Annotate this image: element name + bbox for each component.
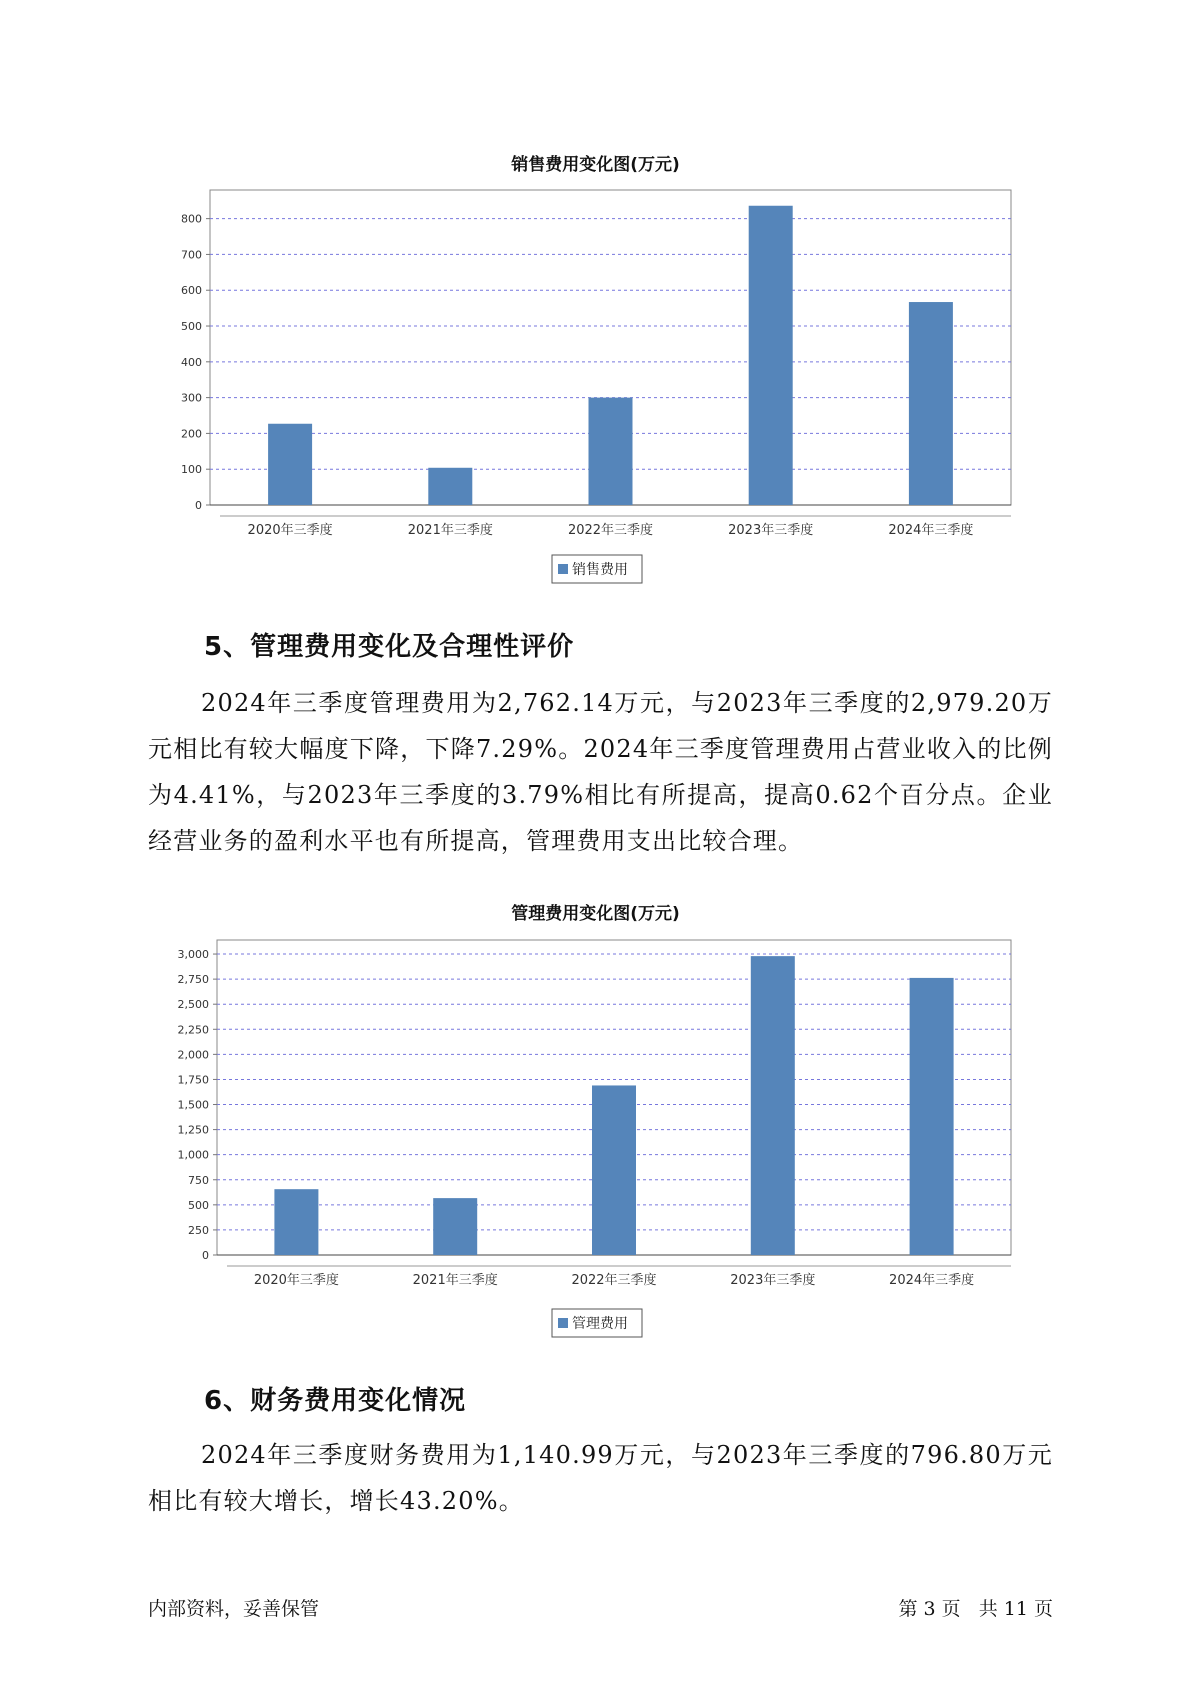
bar	[749, 206, 793, 505]
bar	[909, 302, 953, 505]
y-tick-label: 500	[181, 320, 202, 334]
y-tick-label: 2,500	[177, 998, 209, 1012]
y-tick-label: 200	[181, 427, 202, 441]
y-tick-label: 2,250	[177, 1023, 209, 1037]
section-6-heading: 6、财务费用变化情况	[204, 1386, 467, 1416]
x-tick-label: 2020年三季度	[253, 1273, 339, 1288]
y-tick-label: 1,500	[177, 1098, 209, 1112]
sales-expense-chart-title: 销售费用变化图(万元)	[511, 155, 680, 175]
footer-confidential-note: 内部资料，妥善保管	[148, 1598, 320, 1620]
y-tick-label: 600	[181, 284, 202, 298]
x-tick-label: 2023年三季度	[728, 523, 814, 538]
bar	[268, 424, 312, 505]
y-tick-label: 0	[195, 499, 202, 512]
legend-label: 管理费用	[572, 1316, 628, 1332]
section-5-paragraph: 2024年三季度管理费用为2,762.14万元，与2023年三季度的2,979.20万元相比有较大幅度下降，下降7.29%。2024年三季度管理费用占营业收入的比例为4.41%，与2023年三季度的3.79%相比有所提高，提高0.62个百分点。企业经营业务的盈利水平也有所提高，管理费用支出比较合理。	[148, 689, 1053, 855]
sales-expense-chart	[0, 175, 1191, 595]
section-6-paragraph: 2024年三季度财务费用为1,140.99万元，与2023年三季度的796.80万元相比有较大增长，增长43.20%。	[148, 1441, 1053, 1515]
x-tick-label: 2022年三季度	[567, 523, 654, 538]
legend-label: 销售费用	[572, 562, 628, 578]
x-tick-label: 2024年三季度	[888, 523, 974, 538]
y-tick-label: 250	[188, 1223, 209, 1237]
legend-swatch	[558, 564, 568, 574]
bar	[274, 1189, 318, 1255]
legend-swatch	[558, 1318, 568, 1328]
bar	[592, 1085, 636, 1255]
bar	[589, 398, 633, 505]
y-tick-label: 400	[181, 355, 202, 369]
admin-expense-chart-title: 管理费用变化图(万元)	[511, 904, 680, 924]
x-tick-label: 2021年三季度	[407, 523, 493, 538]
y-tick-label: 1,750	[177, 1073, 209, 1087]
y-tick-label: 800	[181, 212, 202, 226]
x-tick-label: 2022年三季度	[571, 1273, 657, 1288]
section-5-heading: 5、管理费用变化及合理性评价	[204, 632, 575, 662]
y-tick-label: 700	[181, 248, 202, 262]
bar	[428, 468, 472, 505]
y-tick-label: 1,250	[177, 1123, 209, 1137]
bar	[751, 956, 795, 1255]
y-tick-label: 2,000	[177, 1048, 209, 1062]
x-tick-label: 2020年三季度	[247, 523, 333, 538]
y-tick-label: 2,750	[177, 973, 209, 987]
y-tick-label: 0	[202, 1249, 209, 1262]
bar	[910, 978, 954, 1255]
footer-page-number: 第 3 页 共 11 页	[898, 1598, 1053, 1620]
x-tick-label: 2024年三季度	[889, 1273, 975, 1288]
x-tick-label: 2023年三季度	[730, 1273, 816, 1288]
x-tick-label: 2021年三季度	[412, 1273, 498, 1288]
y-tick-label: 1,000	[177, 1148, 209, 1162]
y-tick-label: 500	[188, 1198, 209, 1212]
y-tick-label: 100	[181, 463, 202, 477]
y-tick-label: 300	[181, 391, 202, 405]
y-tick-label: 750	[188, 1173, 209, 1187]
y-tick-label: 3,000	[177, 948, 209, 962]
bar	[433, 1198, 477, 1255]
admin-expense-chart	[0, 925, 1191, 1345]
